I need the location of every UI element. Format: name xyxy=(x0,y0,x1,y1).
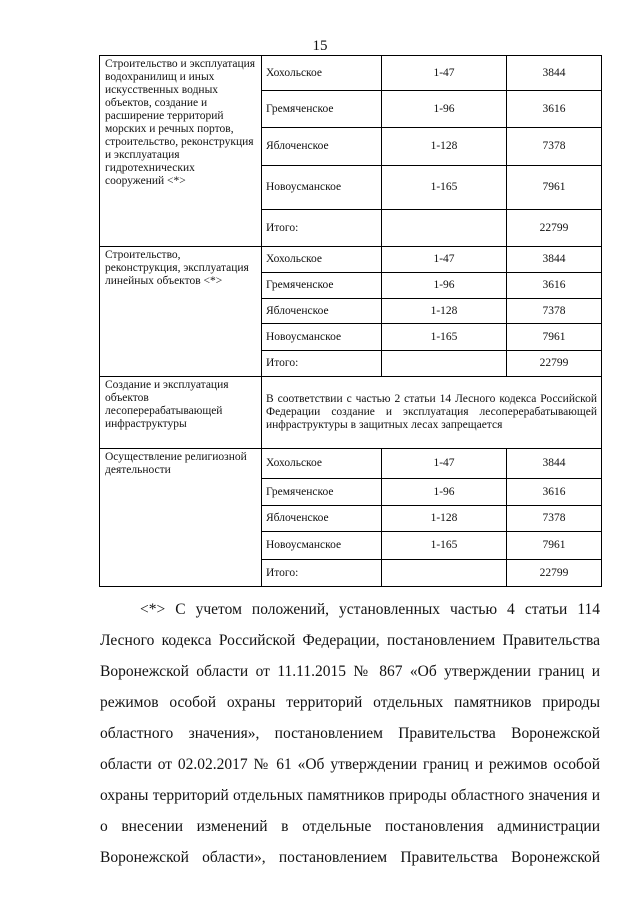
forestry-cell: Новоусманское xyxy=(262,532,382,560)
quarters-cell: 1-128 xyxy=(382,128,507,166)
forestry-cell: Яблоченское xyxy=(262,506,382,532)
area-cell: 7378 xyxy=(507,128,602,166)
quarters-cell: 1-96 xyxy=(382,479,507,506)
forestry-cell: Итого: xyxy=(262,351,382,377)
forestry-cell: Новоусманское xyxy=(262,166,382,210)
area-cell: 7378 xyxy=(507,299,602,324)
quarters-cell xyxy=(382,210,507,247)
purpose-cell: Строительство и эксплуатация водохранилищ и иных искусственных водных объектов, создание и расширение территорий морских и речных портов, строительство, реконструкция и эксплуатация гидротехнических сооружений <*> xyxy=(100,56,262,247)
quarters-cell: 1-47 xyxy=(382,56,507,91)
area-cell: 3616 xyxy=(507,479,602,506)
forestry-cell: Новоусманское xyxy=(262,324,382,351)
quarters-cell xyxy=(382,351,507,377)
quarters-cell: 1-165 xyxy=(382,324,507,351)
forestry-cell: Хохольское xyxy=(262,449,382,479)
purpose-cell: Осуществление религиозной деятельности xyxy=(100,449,262,587)
area-cell: 7378 xyxy=(507,506,602,532)
forestry-cell: Яблоченское xyxy=(262,128,382,166)
quarters-cell xyxy=(382,560,507,587)
quarters-cell: 1-47 xyxy=(382,247,507,273)
quarters-cell: 1-128 xyxy=(382,299,507,324)
quarters-cell: 1-47 xyxy=(382,449,507,479)
footnote-paragraph: <*> С учетом положений, установленных частью 4 статьи 114 Лесного кодекса Российской Федерации, постановлением Правительства Воронежской области от 11.11.2015 № 867 «Об утверждении границ и режимов особой охраны территорий отдельных памятников природы областного значения», постановлением Правительства Воронежской области от 02.02.2017 № 61 «Об утверждении границ и режимов особой охраны территорий отдельных памятников природы областного значения и о внесении изменений в отдельные постановления администрации Воронежской области», постановлением Правительства Воронежской xyxy=(100,601,600,866)
area-cell: 7961 xyxy=(507,532,602,560)
area-cell: 7961 xyxy=(507,166,602,210)
forestry-cell: Хохольское xyxy=(262,247,382,273)
quarters-cell: 1-165 xyxy=(382,532,507,560)
area-cell: 3616 xyxy=(507,91,602,128)
forest-use-table xyxy=(99,55,602,587)
area-cell: 3844 xyxy=(507,449,602,479)
quarters-cell: 1-128 xyxy=(382,506,507,532)
forestry-cell: Гремяченское xyxy=(262,273,382,299)
forestry-cell: Яблоченское xyxy=(262,299,382,324)
forestry-cell: Гремяченское xyxy=(262,479,382,506)
area-cell: 22799 xyxy=(507,351,602,377)
table-row xyxy=(100,56,602,91)
prohibition-note: В соответствии с частью 2 статьи 14 Лесного кодекса Российской Федерации создание и эксплуатация лесоперерабатывающей инфраструктуры в защитных лесах запрещается xyxy=(262,377,602,449)
quarters-cell: 1-96 xyxy=(382,91,507,128)
forestry-cell: Гремяченское xyxy=(262,91,382,128)
page-number: 15 xyxy=(312,38,328,54)
purpose-cell: Строительство, реконструкция, эксплуатация линейных объектов <*> xyxy=(100,247,262,377)
quarters-cell: 1-165 xyxy=(382,166,507,210)
table-row xyxy=(100,247,602,273)
quarters-cell: 1-96 xyxy=(382,273,507,299)
area-cell: 3844 xyxy=(507,247,602,273)
table-row xyxy=(100,449,602,479)
area-cell: 22799 xyxy=(507,210,602,247)
area-cell: 7961 xyxy=(507,324,602,351)
area-cell: 22799 xyxy=(507,560,602,587)
table-row xyxy=(100,377,602,449)
purpose-cell: Создание и эксплуатация объектов лесоперерабатывающей инфраструктуры xyxy=(100,377,262,449)
area-cell: 3844 xyxy=(507,56,602,91)
area-cell: 3616 xyxy=(507,273,602,299)
forestry-cell: Итого: xyxy=(262,560,382,587)
forestry-cell: Хохольское xyxy=(262,56,382,91)
forestry-cell: Итого: xyxy=(262,210,382,247)
